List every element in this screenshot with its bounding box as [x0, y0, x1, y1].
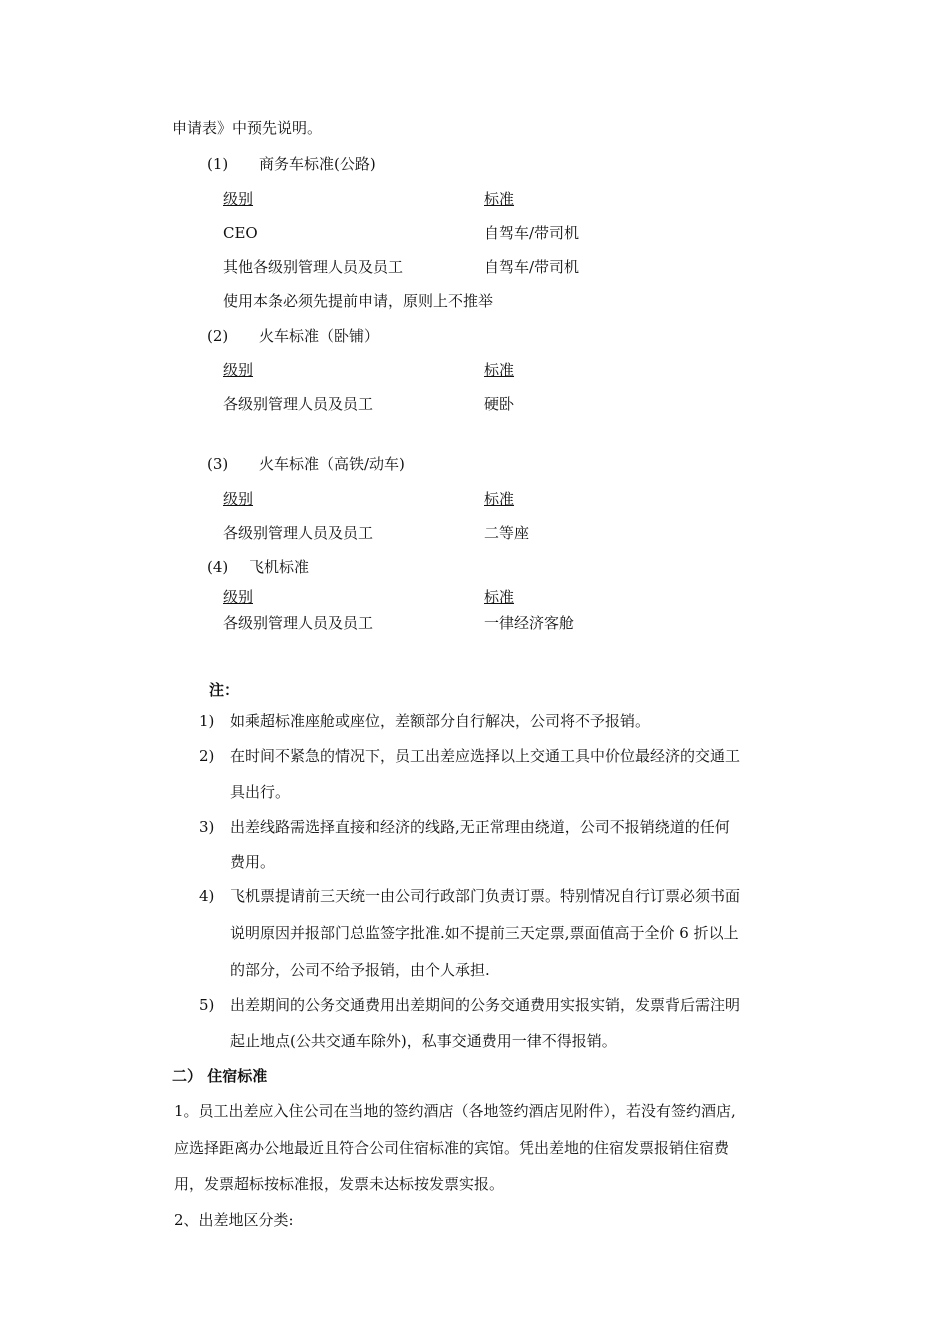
- note-1-line-1: 如乘超标准座舱或座位，差额部分自行解决，公司将不予报销。: [230, 712, 651, 730]
- section-4-title: 飞机标准: [249, 558, 310, 576]
- note-3-line-1: 出差线路需选择直接和经济的线路,无正常理由绕道，公司不报销绕道的任何: [230, 818, 730, 836]
- section-1-title: 商务车标准(公路): [259, 155, 376, 173]
- section-2-header-level: 级别: [223, 361, 254, 379]
- note-4-line-3: 的部分，公司不给予报销，由个人承担.: [230, 961, 490, 979]
- section-4-number: (4): [207, 558, 229, 576]
- accommodation-para-1-line-2: 应选择距离办公地最近且符合公司住宿标准的宾馆。凭出差地的住宿发票报销住宿费: [174, 1139, 730, 1157]
- section-1-row-2-level: 其他各级别管理人员及员工: [223, 258, 404, 276]
- section-1-note: 使用本条必须先提前申请，原则上不推举: [223, 292, 494, 310]
- note-2-number: 2): [199, 747, 215, 765]
- section-3-number: (3): [207, 455, 229, 473]
- note-4-line-1: 飞机票提请前三天统一由公司行政部门负责订票。特别情况自行订票必须书面: [230, 887, 741, 905]
- section-2-header-standard: 标准: [484, 361, 515, 379]
- note-2-line-1: 在时间不紧急的情况下，员工出差应选择以上交通工具中价位最经济的交通工: [230, 747, 741, 765]
- note-5-number: 5): [199, 996, 215, 1014]
- section-3-row-1-standard: 二等座: [484, 524, 530, 542]
- section-1-number: (1): [207, 155, 229, 173]
- section-2-number: (2): [207, 327, 229, 345]
- note-3-number: 3): [199, 818, 215, 836]
- section-4-row-1-level: 各级别管理人员及员工: [223, 614, 374, 632]
- section-1-header-level: 级别: [223, 190, 254, 208]
- section-accommodation-title: 二） 住宿标准: [172, 1067, 268, 1085]
- accommodation-para-1-line-1: 1。员工出差应入住公司在当地的签约酒店（各地签约酒店见附件），若没有签约酒店,: [174, 1102, 736, 1120]
- section-4-header-standard: 标准: [484, 588, 515, 606]
- note-5-line-2: 起止地点(公共交通车除外)，私事交通费用一律不得报销。: [230, 1032, 617, 1050]
- note-1-number: 1): [199, 712, 215, 730]
- note-4-number: 4): [199, 887, 215, 905]
- note-5-line-1: 出差期间的公务交通费用出差期间的公务交通费用实报实销，发票背后需注明: [230, 996, 741, 1014]
- accommodation-para-2: 2、出差地区分类:: [174, 1211, 294, 1229]
- notes-title: 注：: [209, 681, 240, 699]
- section-4-row-1-standard: 一律经济客舱: [484, 614, 575, 632]
- section-1-row-1-level: CEO: [223, 224, 258, 242]
- section-1-row-2-standard: 自驾车/带司机: [484, 258, 580, 276]
- note-2-line-2: 具出行。: [230, 783, 291, 801]
- section-3-header-level: 级别: [223, 490, 254, 508]
- section-3-row-1-level: 各级别管理人员及员工: [223, 524, 374, 542]
- section-1-header-standard: 标准: [484, 190, 515, 208]
- accommodation-para-1-line-3: 用，发票超标按标准报，发票未达标按发票实报。: [174, 1175, 505, 1193]
- section-3-title: 火车标准（高铁/动车): [259, 455, 405, 473]
- section-4-header-level: 级别: [223, 588, 254, 606]
- note-4-line-2: 说明原因并报部门总监签字批准.如不提前三天定票,票面值高于全价 6 折以上: [230, 924, 739, 942]
- section-2-title: 火车标准（卧铺）: [259, 327, 380, 345]
- section-1-row-1-standard: 自驾车/带司机: [484, 224, 580, 242]
- section-2-row-1-level: 各级别管理人员及员工: [223, 395, 374, 413]
- section-2-row-1-standard: 硬卧: [484, 395, 515, 413]
- intro-line: 申请表》中预先说明。: [172, 119, 323, 137]
- section-3-header-standard: 标准: [484, 490, 515, 508]
- note-3-line-2: 费用。: [230, 853, 276, 871]
